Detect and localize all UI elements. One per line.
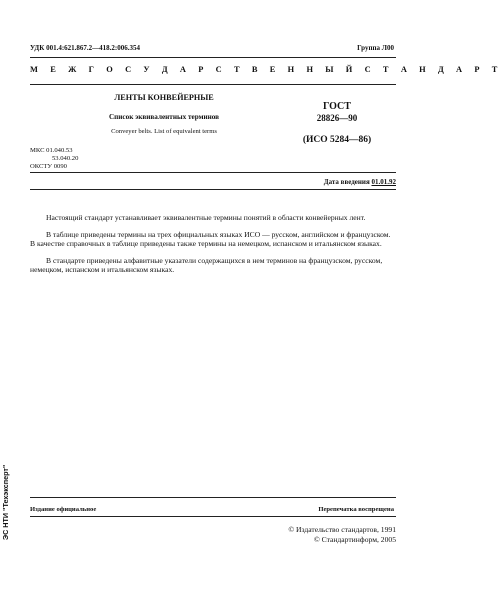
introduction-date-value: 01.01.92 (371, 178, 396, 186)
gost-label: ГОСТ (323, 101, 351, 112)
reprint-prohibited: Перепечатка воспрещена (318, 506, 394, 513)
introduction-date-label: Дата введения (323, 178, 370, 186)
group-code: Группа Л00 (357, 44, 394, 52)
classification-rule (30, 172, 396, 173)
copyright-publisher: © Издательство стандартов, 1991 (288, 525, 396, 534)
udk-code: УДК 001.4:621.867.2—418.2:006.354 (30, 44, 140, 52)
top-rule (30, 57, 396, 58)
copyright-standartinform: © Стандартинформ, 2005 (313, 535, 396, 544)
mks-classification: МКС 01.040.53 (30, 147, 73, 154)
document-subtitle: Список эквивалентных терминов (108, 113, 220, 121)
interstate-standard-banner: М Е Ж Г О С У Д А Р С Т В Е Н Н Ы Й С Т А Н Д А Р Т (30, 65, 502, 74)
gost-number: 28826—90 (316, 113, 358, 123)
body-paragraph-1: Настоящий стандарт устанавливает эквивалентные термины понятий в области конвейерных лент. (46, 213, 366, 222)
document-title: ЛЕНТЫ КОНВЕЙЕРНЫЕ (114, 93, 214, 102)
mks-second-code: 53.040.20 (52, 155, 79, 162)
date-rule (30, 189, 396, 190)
english-title: Conveyer belts. List of equivalent terms (111, 128, 217, 135)
okstu-code: ОКСТУ 0090 (30, 163, 67, 170)
iso-reference: (ИСО 5284—86) (302, 135, 372, 145)
banner-rule (30, 84, 396, 85)
watermark-text: ЭС НТИ "Техэксперт" (1, 464, 10, 540)
footer-bottom-rule (30, 516, 396, 517)
official-edition: Издание официальное (30, 506, 97, 513)
body-paragraph-2: В таблице приведены термины на трех официальных языках ИСО — русском, английском и французском. В качестве справочных в таблице приведены также термины на немецком, испанском и итальянском языках. (30, 230, 391, 248)
body-paragraph-3: В стандарте приведены алфавитные указатели содержащихся в нем терминов на французском, русском, немецком, испанском и итальянском языках. (30, 256, 383, 274)
footer-rule (30, 497, 396, 498)
introduction-date (290, 178, 396, 186)
